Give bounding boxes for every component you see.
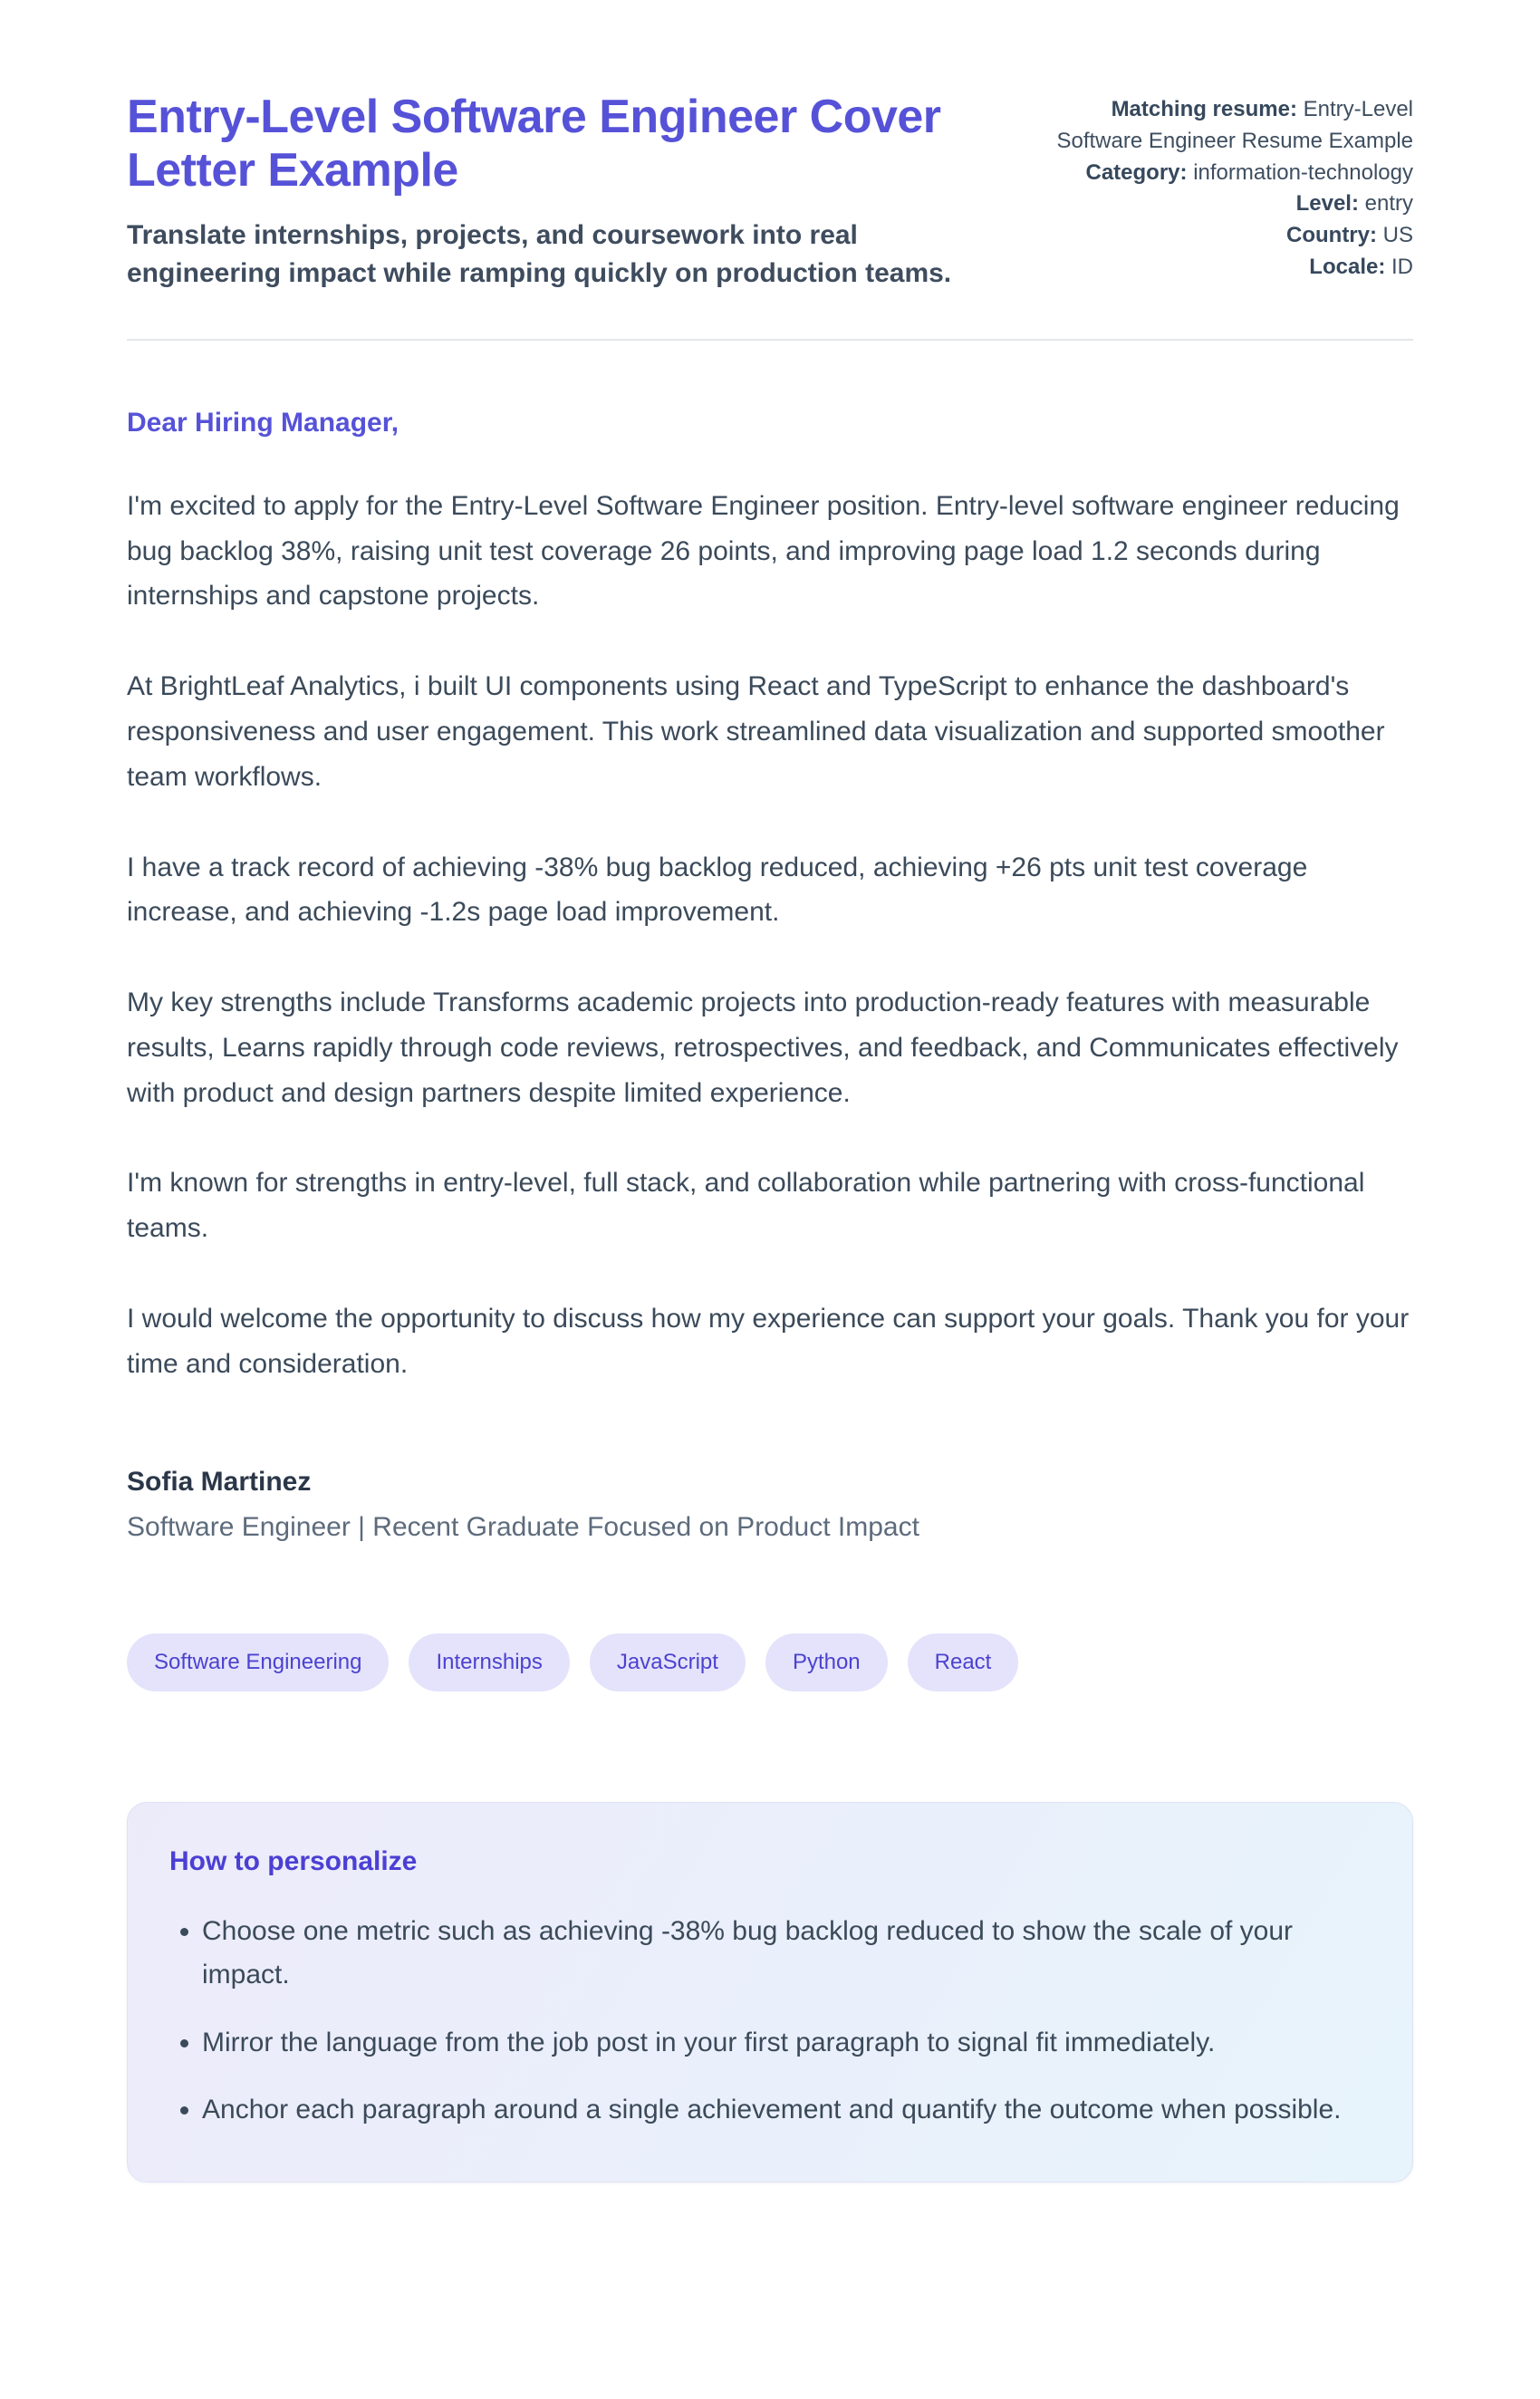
letter-paragraph: I have a track record of achieving -38% bug backlog reduced, achieving +26 pts unit test coverage increase, and achieving -1.2s page load improvement. [127, 852, 1308, 928]
meta-value: information-technology [1193, 159, 1413, 185]
signature-name: Sofia Martinez [127, 1466, 312, 1497]
page-header [127, 91, 1413, 294]
meta-label: Category: [1085, 159, 1188, 185]
tag-pill-python[interactable]: Python [765, 1633, 888, 1691]
tag-pill-javascript[interactable]: JavaScript [590, 1633, 746, 1691]
meta-country [1022, 220, 1413, 252]
meta-label: Locale: [1309, 254, 1386, 279]
header-divider [127, 339, 1413, 341]
tips-heading: How to personalize [169, 1845, 418, 1876]
tip-item: • Anchor each paragraph around a single achievement and quantify the outcome when possible. [202, 2088, 1371, 2133]
page-title: Entry-Level Software Engineer Cover Letter Example [127, 91, 941, 198]
how-to-personalize-box [127, 1802, 1413, 2182]
tip-item: • Mirror the language from the job post in your first paragraph to signal fit immediately. [202, 2021, 1371, 2066]
tips-list [169, 1910, 1371, 2133]
tag-pill-internships[interactable]: Internships [409, 1633, 569, 1691]
tag-pill-react[interactable]: React [908, 1633, 1019, 1691]
letter-paragraph: I'm excited to apply for the Entry-Level Software Engineer position. Entry-level software engineer reducing bug backlog 38%, raising unit test coverage 26 points, and improving page load 1.2 seconds during internships and capstone projects. [127, 490, 1400, 612]
meta-label: Level: [1295, 191, 1359, 217]
tag-list [127, 1633, 1413, 1691]
meta-level [1022, 188, 1413, 220]
meta-label: Country: [1286, 223, 1377, 248]
letter-paragraph: At BrightLeaf Analytics, i built UI components using React and TypeScript to enhance the dashboard's responsiveness and user engagement. This work streamlined data visualization and supported smoother team workflows. [127, 671, 1385, 792]
letter-paragraph: I'm known for strengths in entry-level, full stack, and collaboration while partnering with cross-functional teams. [127, 1168, 1365, 1244]
meta-block [1022, 91, 1413, 284]
meta-label: Matching resume: [1111, 97, 1297, 121]
letter-paragraph: My key strengths include Transforms academic projects into production-ready features with measurable results, Learns rapidly through code reviews, retrospectives, and feedback, and Communicates effectively with product and design partners despite limited experience. [127, 988, 1399, 1108]
meta-value: Entry-Level Software Engineer Resume Example [1056, 97, 1413, 153]
tag-pill-software-engineering[interactable]: Software Engineering [127, 1633, 389, 1691]
meta-category [1022, 158, 1413, 189]
meta-value: ID [1391, 254, 1413, 279]
meta-matching-resume [1022, 94, 1413, 158]
tip-item: • Choose one metric such as achieving -38% bug backlog reduced to show the scale of your impact. [202, 1910, 1371, 1998]
letter-paragraph: I would welcome the opportunity to discuss how my experience can support your goals. Thank you for your time and consideration. [127, 1304, 1410, 1379]
signature-title: Software Engineer | Recent Graduate Focused on Product Impact [127, 1511, 919, 1542]
cover-letter-page [127, 0, 1413, 2269]
letter-greeting: Dear Hiring Manager, [127, 407, 399, 438]
header-title-block [127, 91, 986, 294]
meta-value: entry [1364, 191, 1413, 217]
page-subtitle: Translate internships, projects, and coursework into real engineering impact while ramping quickly on production teams. [127, 219, 952, 289]
letter-body [127, 408, 1413, 1543]
meta-value: US [1382, 223, 1413, 248]
meta-locale [1022, 252, 1413, 284]
signature-block [127, 1467, 1413, 1543]
